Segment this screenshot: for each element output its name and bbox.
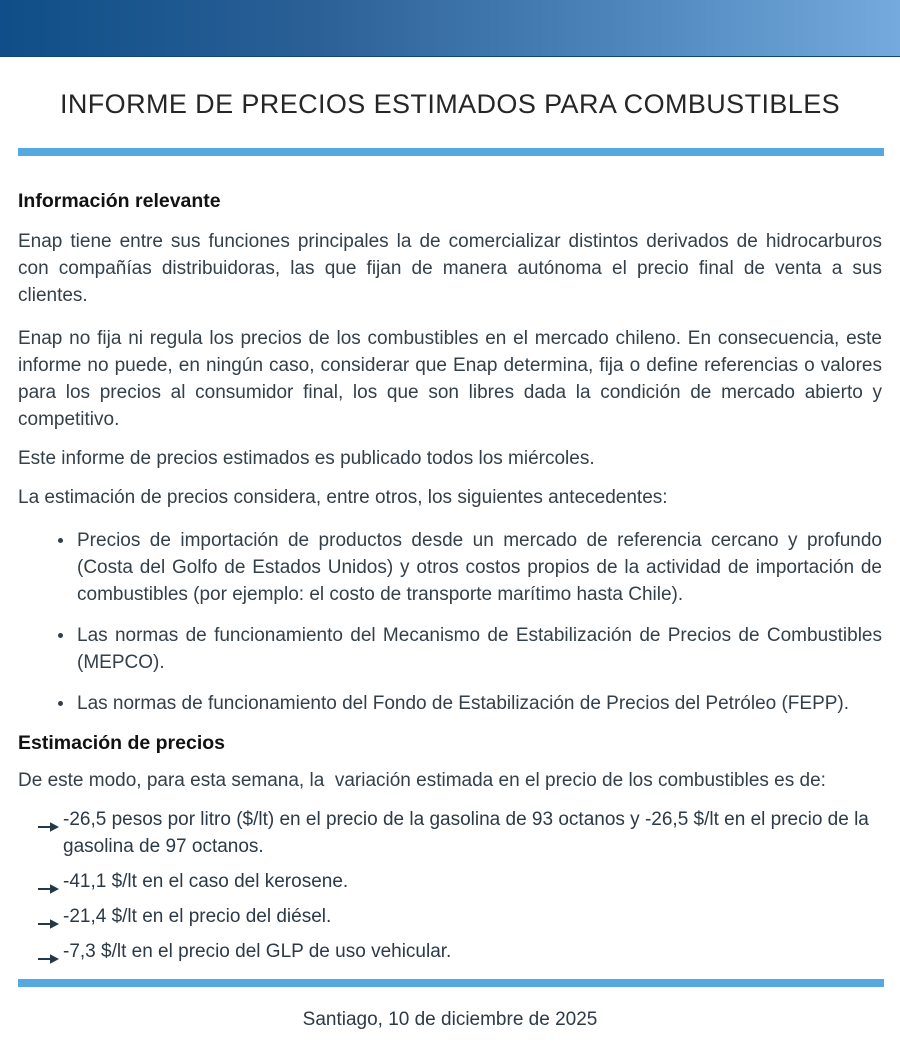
variacion-precios-list [18,806,882,965]
paragraph-enap-no-fija: Enap no fija ni regula los precios de los combustibles en el mercado chileno. En consecuencia, este informe no puede, en ningún caso, considerar que Enap determina, fija o define referencias o valores para los precios al consumidor final, los que son libres dada la condición de mercado abierto y competitivo. [18,328,882,430]
list-item-text: Precios de importación de productos desde un mercado de referencia cercano y profundo (Costa del Golfo de Estados Unidos) y otros costos propios de la actividad de importación de combustibles (por ejemplo: el costo de transporte marítimo hasta Chile). [77,530,882,605]
list-item-text: -26,5 pesos por litro ($/lt) en el precio de la gasolina de 93 octanos y -26,5 $/lt en el precio de la gasolina de 97 octanos. [63,809,869,857]
paragraph-publicacion-miercoles: Este informe de precios estimados es publicado todos los miércoles. [18,448,595,469]
paragraph-antecedentes-intro: La estimación de precios considera, entre otros, los siguientes antecedentes: [18,487,668,508]
list-item-text: -7,3 $/lt en el precio del GLP de uso vehicular. [63,941,452,962]
top-divider-bar [18,148,884,156]
antecedentes-list [18,527,882,717]
bullet-dot-icon [58,633,63,638]
list-item-text: -21,4 $/lt en el precio del diésel. [63,906,332,927]
list-item-kerosene [18,868,882,895]
list-item-fepp [18,690,882,717]
list-item-text: Las normas de funcionamiento del Mecanismo de Estabilización de Precios de Combustibles (MEPCO). [77,625,882,673]
arrow-bullet-icon [38,814,59,826]
bullet-dot-icon [58,701,63,706]
list-item-diesel [18,903,882,930]
list-item-gasolina [18,806,882,860]
list-item-text: -41,1 $/lt en el caso del kerosene. [63,871,349,892]
paragraph-enap-funciones: Enap tiene entre sus funciones principales la de comercializar distintos derivados de hidrocarburos con compañías distribuidoras, las que fijan de manera autónoma el precio final de venta a sus clientes. [18,231,882,306]
report-date: Santiago, 10 de diciembre de 2025 [302,1009,598,1030]
report-footer [0,979,900,1053]
report-body [0,156,900,973]
section-heading-informacion-relevante: Información relevante [18,190,221,212]
arrow-bullet-icon [38,876,59,888]
list-item-precios-importacion [18,527,882,608]
bullet-dot-icon [58,538,63,543]
list-item-text: Las normas de funcionamiento del Fondo de Estabilización de Precios del Petróleo (FEPP). [77,693,850,714]
arrow-bullet-icon [38,946,59,958]
header-gradient-banner [0,0,900,57]
page-title: INFORME DE PRECIOS ESTIMADOS PARA COMBUSTIBLES [59,89,841,119]
list-item-mepco [18,622,882,676]
paragraph-variacion-intro: De este modo, para esta semana, la variación estimada en el precio de los combustibles es de: [18,770,826,791]
list-item-glp [18,938,882,965]
arrow-bullet-icon [38,911,59,923]
bottom-divider-bar [18,979,884,987]
section-heading-estimacion-precios: Estimación de precios [18,732,225,754]
